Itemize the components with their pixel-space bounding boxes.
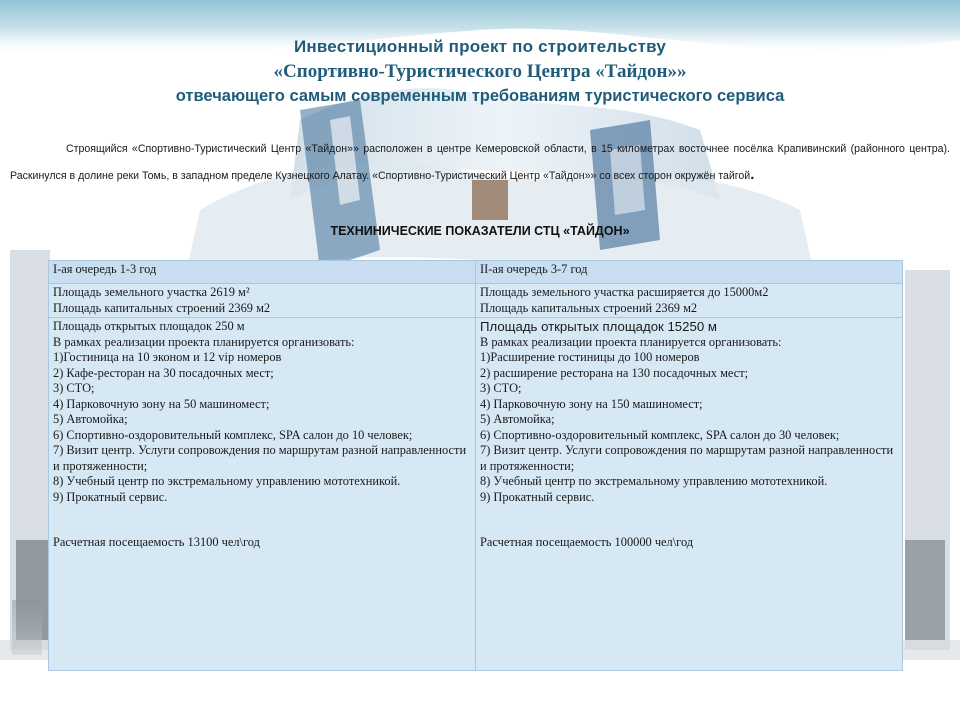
phase-1-header: I-ая очередь 1-3 год [49, 261, 476, 284]
phase-1-open-area: Площадь открытых площадок 250 м [53, 319, 245, 333]
phase-1-details [49, 318, 476, 671]
phase-2-land-area: Площадь земельного участка расширяется до 15000м2 [480, 285, 769, 299]
list-item: 3) СТО; [53, 381, 95, 395]
list-item: 3) СТО; [480, 381, 522, 395]
list-item: 6) Спортивно-оздоровительный комплекс, SPA салон до 30 человек; [480, 427, 840, 442]
list-item: 8) Учебный центр по экстремальному управлению мототехникой. [480, 474, 828, 488]
table-row [49, 318, 903, 671]
phase-1-plan-intro: В рамках реализации проекта планируется организовать: [53, 334, 355, 349]
list-item: 2) расширение ресторана на 130 посадочных мест; [480, 365, 749, 380]
phase-2-details [476, 318, 903, 671]
list-item: 4) Парковочную зону на 50 машиномест; [53, 396, 270, 411]
list-item: 4) Парковочную зону на 150 машиномест; [480, 396, 703, 411]
title-line-1: Инвестиционный проект по строительству [293, 37, 666, 56]
list-item: 5) Автомойка; [480, 412, 555, 426]
table-row [49, 261, 903, 284]
list-item: 9) Прокатный сервис. [480, 489, 595, 504]
title-line-3: отвечающего самым современным требованиям туристического сервиса [175, 87, 785, 105]
phase-1-areas [49, 284, 476, 318]
phase-2-attendance: Расчетная посещаемость 100000 чел\год [480, 535, 694, 549]
phase-2-areas [476, 284, 903, 318]
phase-2-plan-intro: В рамках реализации проекта планируется организовать: [480, 334, 782, 349]
spacer [480, 505, 898, 535]
list-item: 5) Автомойка; [53, 412, 128, 426]
phase-2-build-area: Площадь капитальных строений 2369 м2 [480, 300, 698, 315]
list-item: 6) Спортивно-оздоровительный комплекс, SPA салон до 10 человек; [53, 427, 413, 442]
table-row [49, 284, 903, 318]
phase-1-build-area: Площадь капитальных строений 2369 м2 [53, 300, 271, 315]
page-header [0, 36, 960, 107]
list-item: 7) Визит центр. Услуги сопровождения по маршрутам разной направленности и протяженности; [480, 443, 894, 473]
intro-text: Строящийся «Спортивно-Туристический Центр «Тайдон»» расположен в центре Кемеровской области, в 15 километрах восточнее посёлка Крапивинский (районного центра). Раскинулся в долине реки Томь, в западном пределе Кузнецкого Алатау. «Спортивно-Туристический Центр «Тайдон»» со всех сторон окружён тайгой [10, 143, 950, 182]
intro-paragraph [10, 136, 950, 189]
list-item: 2) Кафе-ресторан на 30 посадочных мест; [53, 365, 274, 380]
phase-2-open-area: Площадь открытых площадок 15250 м [480, 319, 717, 334]
phase-1-land-area: Площадь земельного участка 2619 м² [53, 285, 250, 299]
list-item: 1)Расширение гостиницы до 100 номеров [480, 350, 700, 364]
technical-indicators-table [48, 260, 903, 671]
list-item: 1)Гостиница на 10 эконом и 12 vip номеров [53, 350, 282, 364]
list-item: 9) Прокатный сервис. [53, 489, 168, 504]
title-line-2: «Спортивно-Туристического Центра «Тайдон»» [273, 61, 687, 82]
list-item: 8) Учебный центр по экстремальному управлению мототехникой. [53, 474, 401, 488]
phase-1-attendance: Расчетная посещаемость 13100 чел\год [53, 535, 260, 549]
phase-2-header: II-ая очередь 3-7 год [476, 261, 903, 284]
technical-indicators-title: ТЕХНИНИЧЕСКИЕ ПОКАЗАТЕЛИ СТЦ «ТАЙДОН» [330, 224, 630, 238]
intro-end-mark: . [750, 166, 755, 183]
spacer [53, 505, 471, 535]
list-item: 7) Визит центр. Услуги сопровождения по маршрутам разной направленности и протяженности; [53, 443, 467, 473]
